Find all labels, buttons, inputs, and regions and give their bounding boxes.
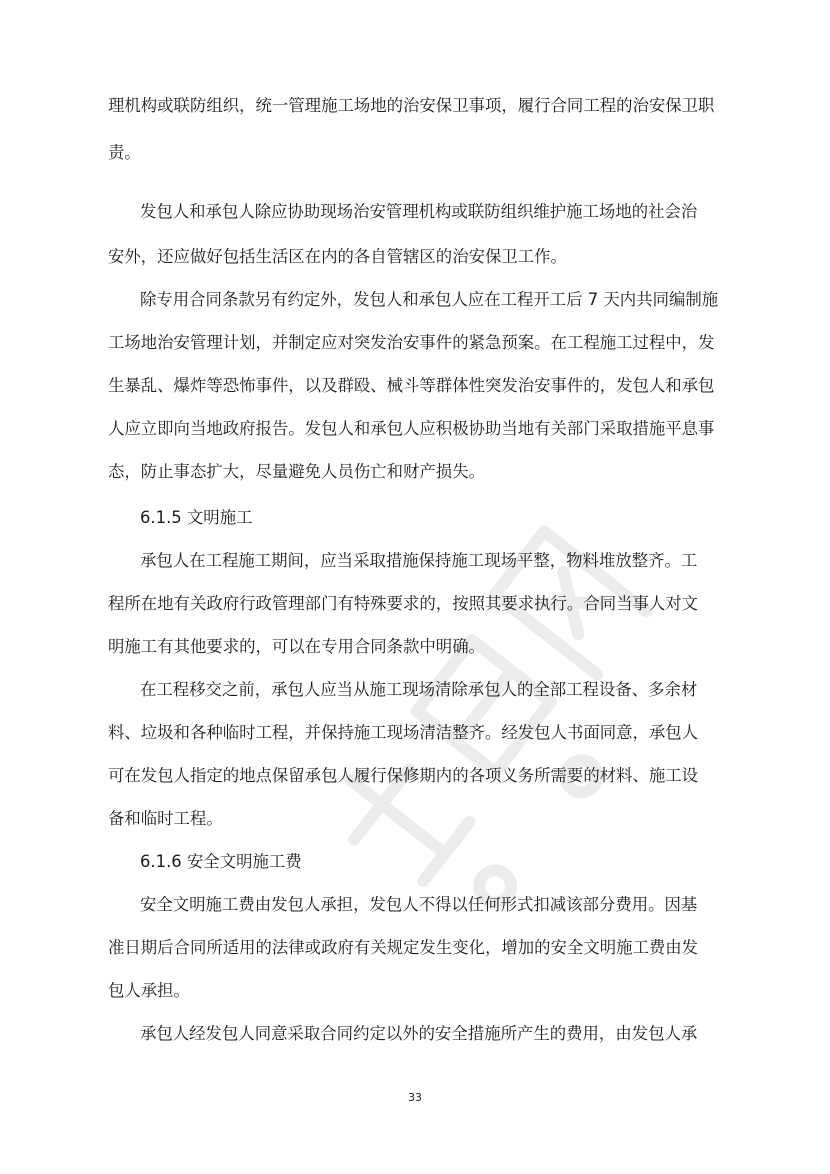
text-line: 态，防止事态扩大，尽量避免人员伤亡和财产损失。	[108, 462, 485, 481]
text-line: 除专用合同条款另有约定外，发包人和承包人应在工程开工后 7 天内共同编制施	[140, 290, 719, 309]
page-number: 33	[408, 1091, 422, 1104]
text-line: 可在发包人指定的地点保留承包人履行保修期内的各项义务所需要的材料、施工设	[108, 766, 699, 785]
text-line: 工场地治安管理计划，并制定应对突发治安事件的紧急预案。在工程施工过程中，发	[108, 333, 715, 352]
text-line: 安全文明施工费由发包人承担，发包人不得以任何形式扣减该部分费用。因基	[140, 895, 698, 914]
text-line: 备和临时工程。	[108, 809, 223, 828]
text-line: 理机构或联防组织，统一管理施工场地的治安保卫事项，履行合同工程的治安保卫职	[108, 96, 715, 115]
text-line: 料、垃圾和各种临时工程，并保持施工现场清洁整齐。经发包人书面同意，承包人	[108, 723, 699, 742]
text-line: 责。	[108, 143, 141, 162]
section-heading: 6.1.5 文明施工	[140, 508, 253, 527]
text-line: 准日期后合同所适用的法律或政府有关规定发生变化，增加的安全文明施工费由发	[108, 938, 699, 957]
text-line: 承包人在工程施工期间，应当采取措施保持施工现场平整，物料堆放整齐。工	[140, 551, 698, 570]
text-line: 在工程移交之前，承包人应当从施工现场清除承包人的全部工程设备、多余材	[140, 680, 698, 699]
section-heading: 6.1.6 安全文明施工费	[140, 852, 302, 871]
text-line: 明施工有其他要求的，可以在专用合同条款中明确。	[108, 637, 485, 656]
text-line: 生暴乱、爆炸等恐怖事件，以及群殴、械斗等群体性突发治安事件的，发包人和承包	[108, 376, 715, 395]
text-line: 人应立即向当地政府报告。发包人和承包人应积极协助当地有关部门采取措施平息事	[108, 419, 715, 438]
text-line: 安外，还应做好包括生活区在内的各自管辖区的治安保卫工作。	[108, 247, 567, 266]
text-line: 包人承担。	[108, 981, 190, 1000]
text-line: 承包人经发包人同意采取合同约定以外的安全措施所产生的费用，由发包人承	[140, 1024, 698, 1043]
text-line: 发包人和承包人除应协助现场治安管理机构或联防组织维护施工场地的社会治	[140, 202, 698, 221]
text-line: 程所在地有关政府行政管理部门有特殊要求的，按照其要求执行。合同当事人对文	[108, 594, 699, 613]
